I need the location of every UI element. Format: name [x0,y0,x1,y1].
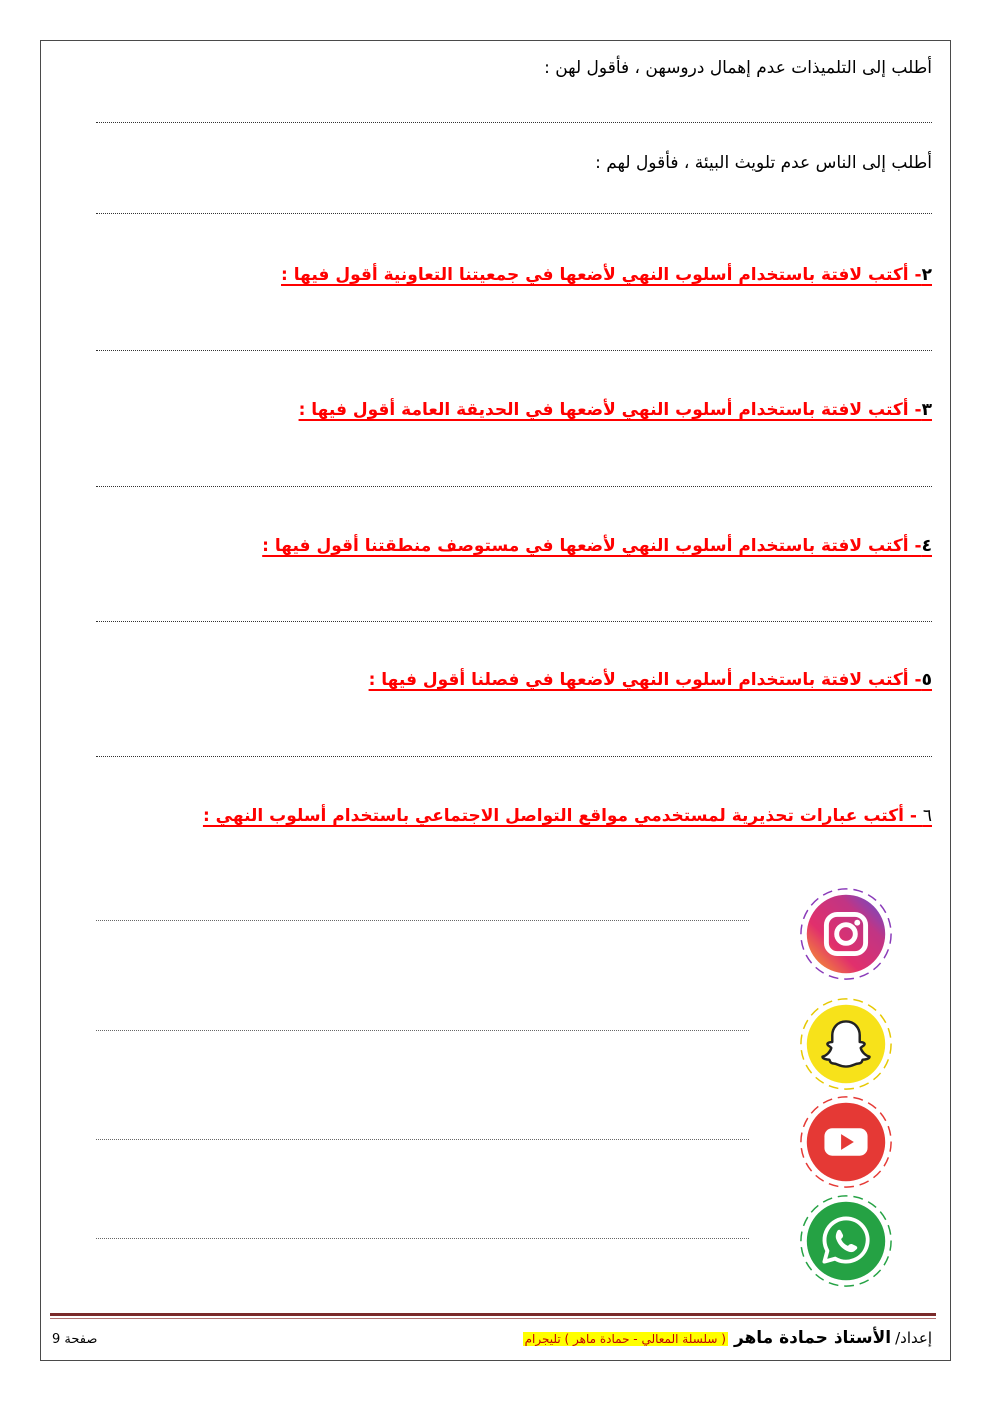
question-text: - أكتب لافتة باستخدام أسلوب النهي لأضعها في فصلنا أقول فيها : [368,670,922,690]
question-number: ٤ [921,536,932,556]
question-4 [262,536,932,556]
answer-line[interactable] [96,122,932,123]
answer-line[interactable] [96,621,932,622]
question-6 [203,806,932,826]
youtube-icon [797,1093,895,1191]
instagram-icon [797,885,895,983]
footer-rule-thin [50,1318,936,1319]
page-number: صفحة 9 [52,1332,98,1347]
question-text: - أكتب عبارات تحذيرية لمستخدمي مواقع التواصل الاجتماعي باستخدام أسلوب النهي : [202,806,923,826]
question-number: ٥ [921,670,932,690]
question-text: - أكتب لافتة باستخدام أسلوب النهي لأضعها في الحديقة العامة أقول فيها : [298,400,922,420]
answer-line[interactable] [96,756,932,757]
whatsapp-icon [797,1192,895,1290]
answer-line[interactable] [96,486,932,487]
answer-line[interactable] [96,1030,749,1031]
question-text: - أكتب لافتة باستخدام أسلوب النهي لأضعها في مستوصف منطقتنا أقول فيها : [262,536,922,556]
prompt-people: أطلب إلى الناس عدم تلويث البيئة ، فأقول لهم : [595,153,932,173]
question-3 [299,400,932,420]
answer-line[interactable] [96,1238,749,1239]
answer-line[interactable] [96,1139,749,1140]
answer-line[interactable] [96,350,932,351]
snapchat-icon [797,995,895,1093]
question-number: ٦ [922,806,932,826]
prompt-students: أطلب إلى التلميذات عدم إهمال دروسهن ، فأقول لهن : [544,58,932,78]
footer-prefix: إعداد/ [895,1329,932,1347]
author-name: الأستاذ حمادة ماهر [733,1328,892,1348]
answer-line[interactable] [96,920,749,921]
footer-rule [50,1313,936,1316]
footer-credit [523,1328,932,1348]
question-text: - أكتب لافتة باستخدام أسلوب النهي لأضعها في جمعيتنا التعاونية أقول فيها : [281,265,922,285]
question-number: ٢ [921,265,932,285]
series-highlight: ( سلسلة المعالي - حمادة ماهر ) تليجرام [524,1332,726,1346]
question-5 [369,670,932,690]
question-2 [281,265,932,285]
answer-line[interactable] [96,213,932,214]
question-number: ٣ [921,400,932,420]
